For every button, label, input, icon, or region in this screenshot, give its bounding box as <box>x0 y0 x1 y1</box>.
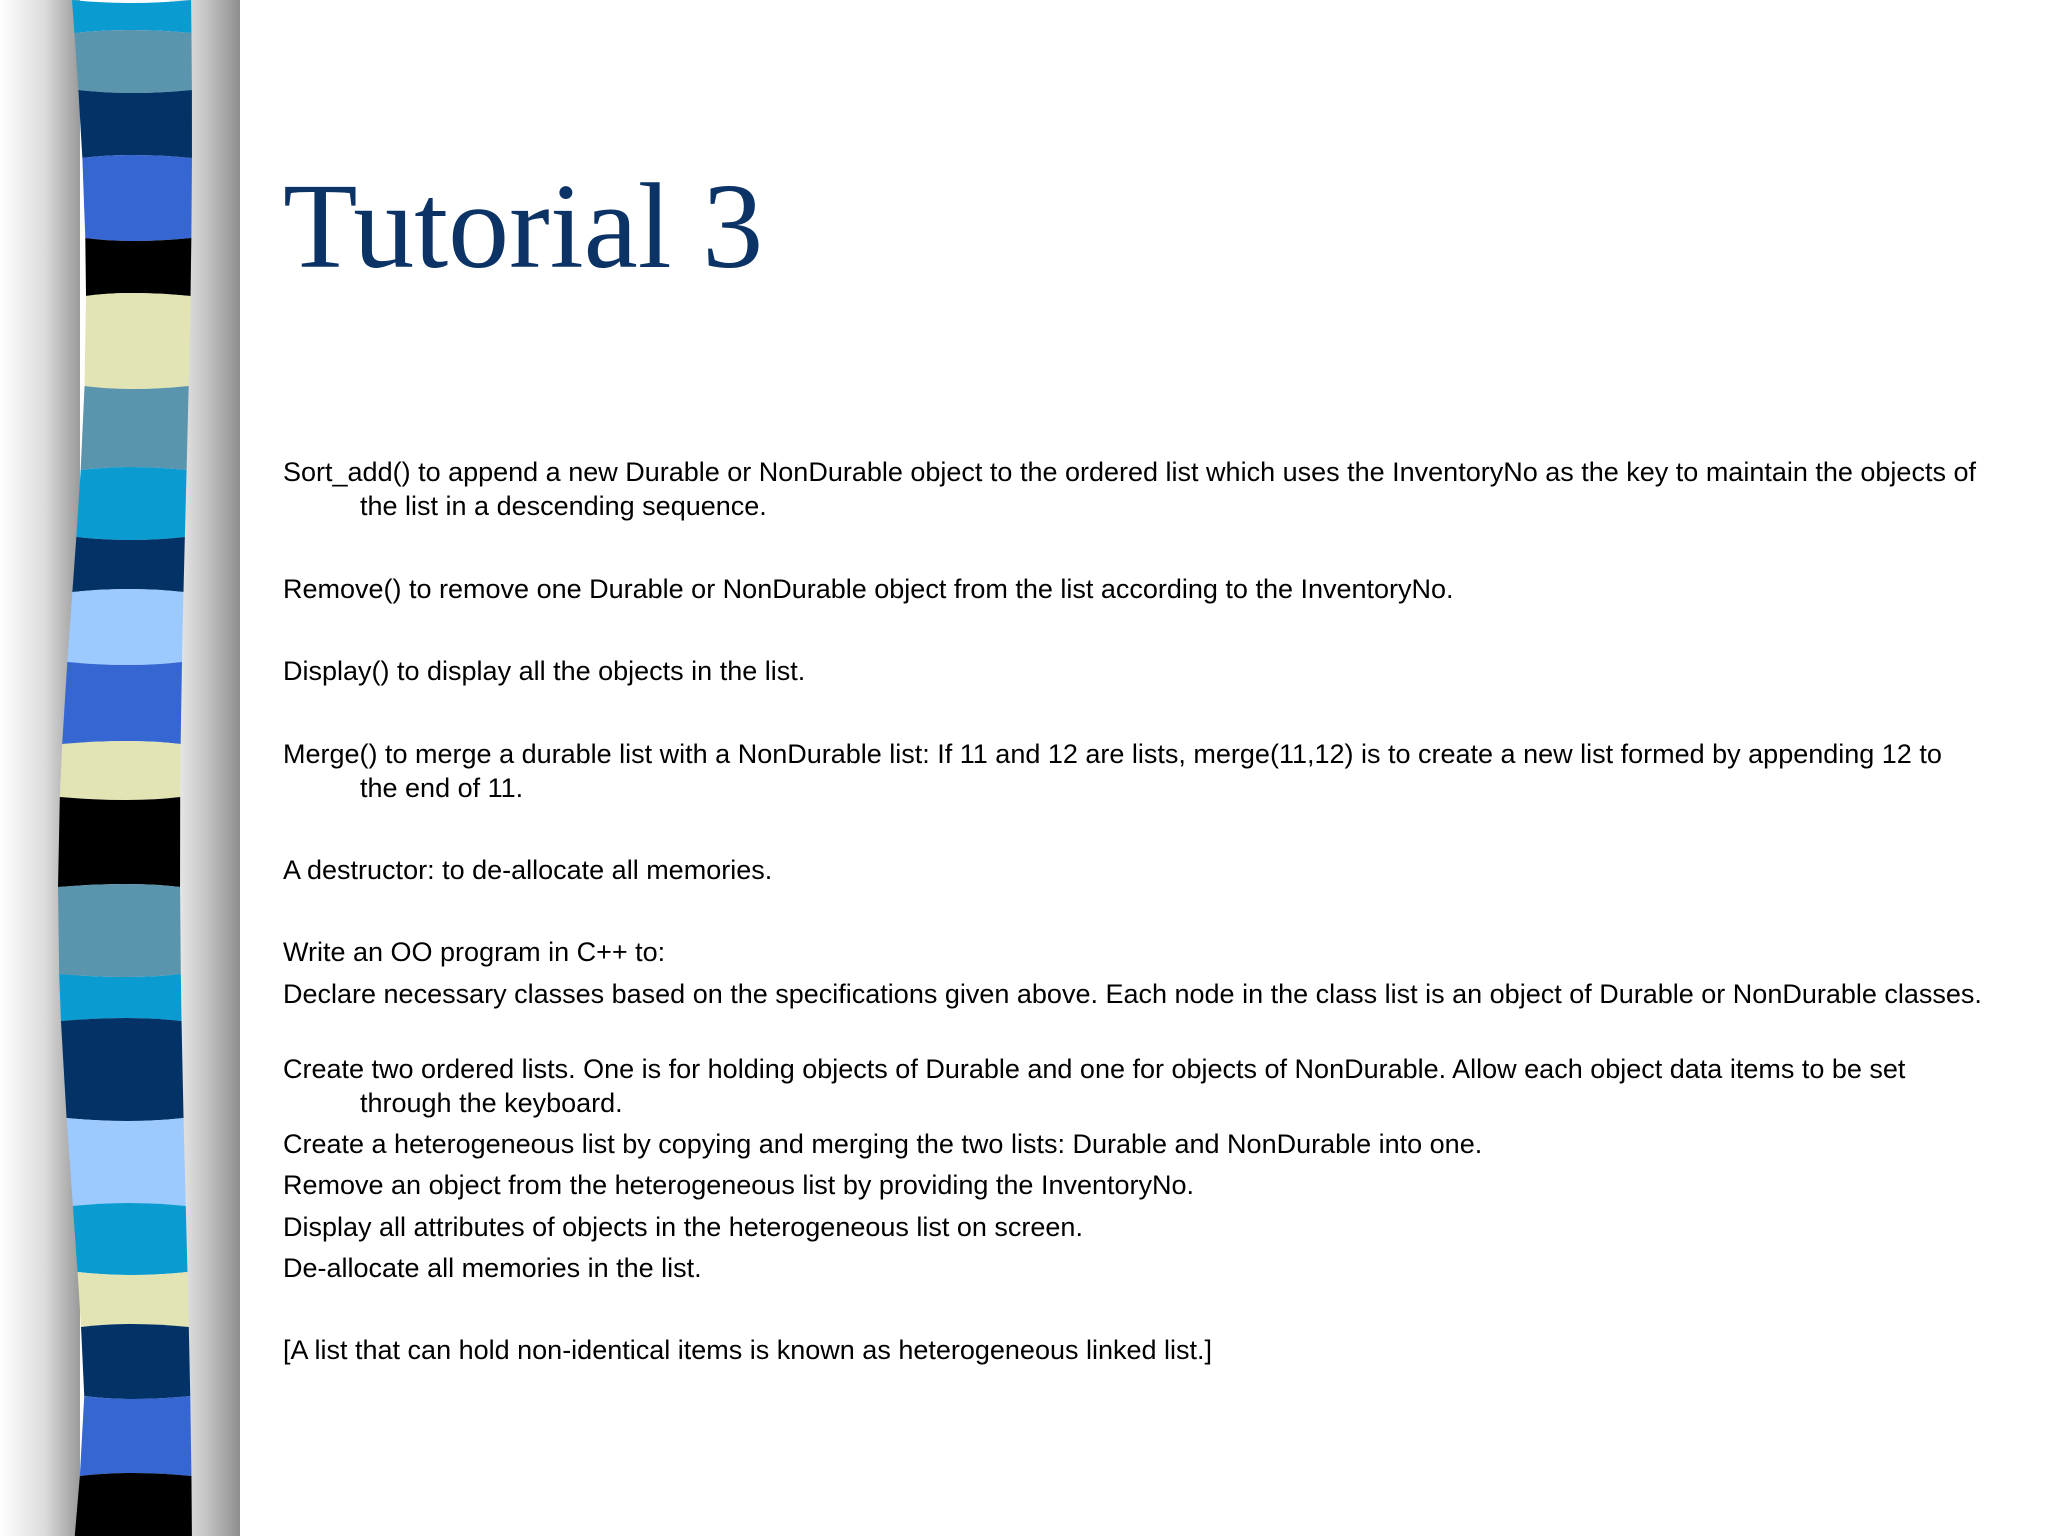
stripe-band <box>61 1018 184 1121</box>
paragraph-write-program: Write an OO program in C++ to: <box>283 937 666 967</box>
note-heterogeneous-list: [A list that can hold non-identical items is known as heterogeneous linked list.] <box>283 1335 1213 1365</box>
stripe-band <box>78 90 192 158</box>
stripe-band <box>73 1203 188 1275</box>
slide-title: Tutorial 3 <box>283 159 764 294</box>
paragraph-sort-add: Sort_add() to append a new Durable or NonDurable object to the ordered list which uses the InventoryNo as the key to maintain the objects of the list in a descending sequence. <box>283 457 1976 521</box>
stripe-band <box>58 884 181 977</box>
task-create-lists: Create two ordered lists. One is for holding objects of Durable and one for objects of NonDurable. Allow each object data items to be set through the keyboard. <box>283 1054 1906 1118</box>
stripe-band <box>82 155 192 241</box>
stripe-band <box>59 974 181 1021</box>
stripe-band <box>85 293 191 389</box>
stripe-band <box>58 797 180 887</box>
stripe-band <box>81 386 189 470</box>
task-remove-object: Remove an object from the heterogeneous list by providing the InventoryNo. <box>283 1170 1195 1200</box>
task-merge-lists: Create a heterogeneous list by copying and merging the two lists: Durable and NonDurable into one. <box>283 1129 1483 1159</box>
stripe-band <box>78 1272 189 1327</box>
stripe-band <box>62 662 182 744</box>
paragraph-remove: Remove() to remove one Durable or NonDurable object from the list according to the InventoryNo. <box>283 574 1454 604</box>
paragraph-merge: Merge() to merge a durable list with a NonDurable list: If 11 and 12 are lists, merge(11,12) is to create a new list formed by appending 12 to the end of 11. <box>283 739 1942 803</box>
stripe-band <box>76 467 186 540</box>
task-display-attributes: Display all attributes of objects in the heterogeneous list on screen. <box>283 1212 1083 1242</box>
paragraph-display: Display() to display all the objects in the list. <box>283 656 806 686</box>
stripe-band <box>80 1396 192 1476</box>
stripe-band <box>67 1118 186 1206</box>
stripe-band <box>72 0 191 33</box>
decorative-stripe-panel <box>0 0 240 1536</box>
stripe-band <box>74 30 191 93</box>
stripe-panel-graphic <box>0 0 240 1536</box>
stripe-band <box>60 741 181 800</box>
stripe-band <box>75 1473 192 1536</box>
stripe-band <box>85 238 191 296</box>
task-deallocate: De-allocate all memories in the list. <box>283 1253 702 1283</box>
stripe-band <box>67 589 183 665</box>
stripe-band <box>81 1324 190 1399</box>
task-declare-classes: Declare necessary classes based on the specifications given above. Each node in the class list is an object of Durable or NonDurable classes. <box>283 979 1982 1009</box>
stripe-band <box>72 537 184 592</box>
paragraph-destructor: A destructor: to de-allocate all memories. <box>283 855 773 885</box>
